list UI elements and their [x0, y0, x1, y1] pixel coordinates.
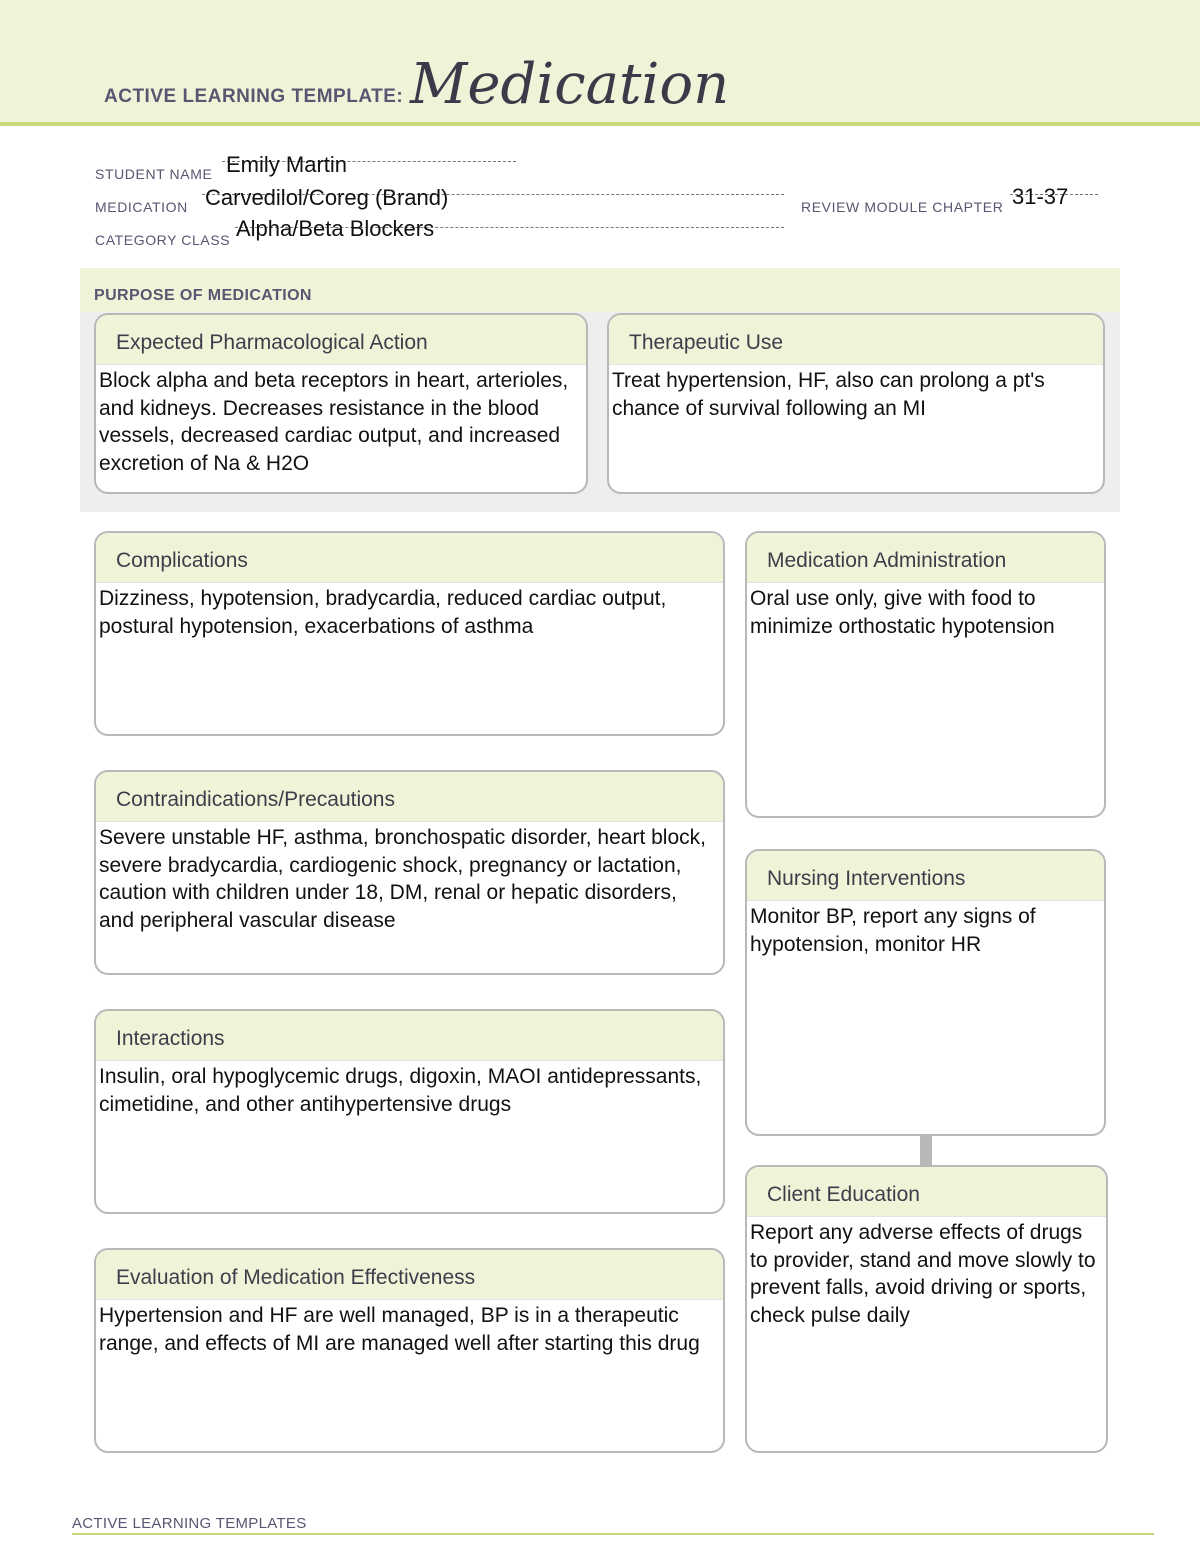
card-title: Contraindications/Precautions — [96, 772, 723, 822]
student-name-field[interactable]: Emily Martin — [226, 152, 348, 177]
card-complications — [94, 531, 725, 736]
card-title: Complications — [96, 533, 723, 583]
card-client-education — [745, 1165, 1108, 1453]
medication-label: MEDICATION — [95, 199, 188, 215]
category-class-label: CATEGORY CLASS — [95, 232, 231, 248]
contraindications-field[interactable]: Severe unstable HF, asthma, bronchospatic disorder, heart block, severe bradycardia, cardiogenic shock, pregnancy or lactation, caution with children under 18, DM, renal or hepatic disorders, and peripheral vascular disease — [99, 826, 706, 932]
card-title: Nursing Interventions — [747, 851, 1104, 901]
footer-rule — [72, 1533, 1154, 1535]
purpose-label: PURPOSE OF MEDICATION — [94, 287, 312, 304]
card-connector — [920, 1136, 932, 1166]
card-title: Client Education — [747, 1167, 1106, 1217]
footer-label: ACTIVE LEARNING TEMPLATES — [72, 1515, 307, 1532]
card-therapeutic-use — [607, 313, 1105, 494]
card-title: Evaluation of Medication Effectiveness — [96, 1250, 723, 1300]
nursing-interventions-field[interactable]: Monitor BP, report any signs of hypotension, monitor HR — [750, 905, 1036, 956]
template-label: ACTIVE LEARNING TEMPLATE: — [104, 86, 404, 107]
therapeutic-use-field[interactable]: Treat hypertension, HF, also can prolong a pt's chance of survival following an MI — [612, 369, 1045, 420]
interactions-field[interactable]: Insulin, oral hypoglycemic drugs, digoxin, MAOI antidepressants, cimetidine, and other antihypertensive drugs — [99, 1065, 702, 1116]
card-title: Therapeutic Use — [609, 315, 1103, 365]
complications-field[interactable]: Dizziness, hypotension, bradycardia, reduced cardiac output, postural hypotension, exacerbations of asthma — [99, 587, 667, 638]
review-module-label: REVIEW MODULE CHAPTER — [801, 199, 1004, 215]
card-expected-action — [94, 313, 588, 494]
administration-field[interactable]: Oral use only, give with food to minimize orthostatic hypotension — [750, 587, 1055, 638]
card-title: Interactions — [96, 1011, 723, 1061]
card-interactions — [94, 1009, 725, 1214]
evaluation-field[interactable]: Hypertension and HF are well managed, BP is in a therapeutic range, and effects of MI are managed well after starting this drug — [99, 1304, 700, 1355]
card-contraindications — [94, 770, 725, 975]
card-title: Medication Administration — [747, 533, 1104, 583]
client-education-field[interactable]: Report any adverse effects of drugs to provider, stand and move slowly to prevent falls, avoid driving or sports, check pulse daily — [750, 1221, 1096, 1327]
header-rule — [0, 122, 1200, 126]
expected-action-field[interactable]: Block alpha and beta receptors in heart, arterioles, and kidneys. Decreases resistance in the blood vessels, decreased cardiac output, and increased excretion of Na & H2O — [99, 369, 569, 475]
card-nursing-interventions — [745, 849, 1106, 1136]
page-title: Medication — [410, 52, 730, 117]
category-class-field[interactable]: Alpha/Beta Blockers — [236, 216, 435, 241]
medication-field[interactable]: Carvedilol/Coreg (Brand) — [205, 185, 449, 210]
card-administration — [745, 531, 1106, 818]
student-name-label: STUDENT NAME — [95, 166, 213, 182]
review-module-field[interactable]: 31-37 — [1012, 184, 1069, 209]
card-evaluation — [94, 1248, 725, 1453]
card-title: Expected Pharmacological Action — [96, 315, 586, 365]
